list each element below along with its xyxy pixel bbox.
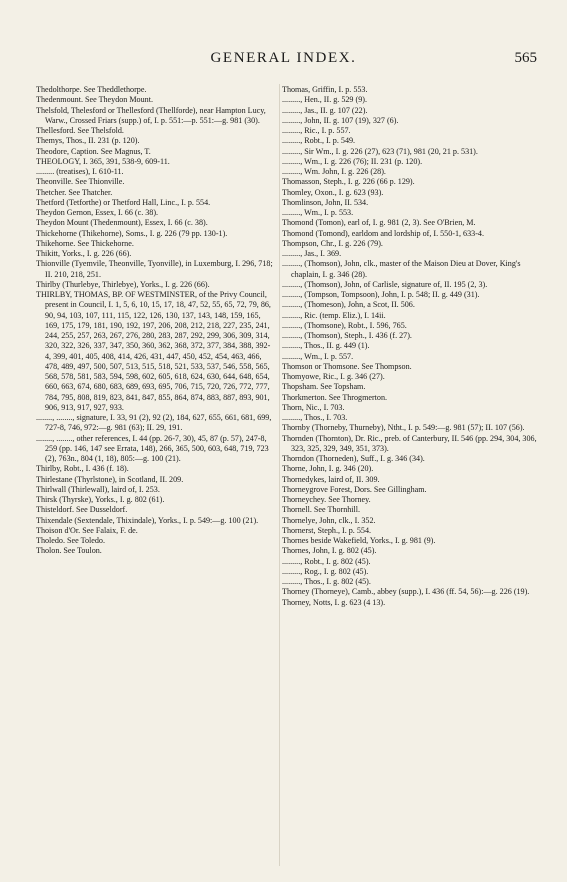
index-entry: ........, ........, signature, I. 33, 91 (2), 92 (2), 184, 627, 655, 661, 681, 699, 727-8, 746, 972:—g. 981 (63); II. 29, 191.	[36, 413, 272, 433]
index-entry: Thetford (Tetforthe) or Thetford Hall, Linc., I. p. 554.	[36, 197, 211, 207]
index-entry: Thikehorne. See Thickehorne.	[36, 238, 134, 248]
index-entry: Thetcher. See Thatcher.	[36, 187, 113, 197]
index-entry: ........., (Thomson), Steph., I. 436 (f. 27).	[282, 331, 412, 340]
index-entry: Thomond (Tomond), earldom and lordship of, I. 550-1, 633-4.	[282, 228, 484, 238]
index-entry: Theodore, Caption. See Magnus, T.	[36, 146, 151, 156]
index-entry: Thorney, Notts, I. g. 623 (4 13).	[282, 597, 386, 607]
index-entry: Thisteldorf. See Dusseldorf.	[36, 505, 128, 515]
index-entry: Thornes, John, I. g. 802 (45).	[282, 546, 377, 556]
index-entry: Thomyowe, Ric., I. g. 346 (27).	[282, 372, 385, 381]
index-entry: Thomas, Griffin, I. p. 553.	[282, 85, 368, 94]
index-entry: Thopsham. See Topsham.	[282, 382, 366, 392]
index-entry: Thoison d'Or. See Falaix, F. de.	[36, 525, 138, 535]
page-header	[0, 50, 567, 70]
index-entry: Thixendale (Sextendale, Thixindale), Yorks., I. p. 549:—g. 100 (21).	[36, 515, 259, 525]
index-entry: Thornerst, Steph., I. p. 554.	[282, 525, 372, 535]
index-entry: ........., (Tompson, Tompsoon), John, I. p. 548; II. g. 449 (31).	[282, 290, 480, 299]
index-entry: Thirlestane (Thyrlstone), in Scotland, II. 209.	[36, 474, 184, 484]
index-entry: ......... (treatises), I. 610-11.	[36, 167, 124, 176]
index-entry: Thorney (Thorneye), Camb., abbey (supp.), I. 436 (ff. 54, 56):—g. 226 (19).	[282, 587, 530, 597]
index-entry: ........., Sir Wm., I. g. 226 (27), 623 (71), 981 (20, 21 p. 531).	[282, 146, 478, 156]
index-entry: Thelsfold, Thelesford or Thellesford (Thellforde), near Hampton Lucy, Warw., Crossed Friars (supp.) of, I. p. 551:—p. 551:—g. 981 (30).	[36, 105, 266, 125]
index-entry: ........., (Thomsone), Robt., I. 596, 765.	[282, 320, 407, 330]
index-entry: Thorneychey. See Thorney.	[282, 495, 371, 504]
index-entry: ........., Thos., I. 703.	[282, 413, 348, 422]
page-number: 565	[514, 50, 537, 66]
index-entry: ........., Ric. (temp. Eliz.), I. 14ii.	[282, 310, 386, 320]
index-entry: Thedenmount. See Theydon Mount.	[36, 95, 153, 105]
index-entry: ........, ........, other references, I. 44 (pp. 26-7, 30), 45, 87 (p. 57), 247-8, 259 (pp. 146, 147 see Errata, 148), 266, 365, 500, 603, 648, 719, 723 (2), 763n., 804 (1, 18), 805:—g. 100 (21).	[36, 433, 269, 463]
column-divider	[279, 84, 280, 866]
index-entry: Thellesford. See Thelsfold.	[36, 126, 124, 135]
index-entry: ........., Wm. John, I. g. 226 (28).	[282, 167, 386, 176]
index-entry: Thedolthorpe. See Theddlethorpe.	[36, 85, 147, 94]
index-entry: ........., Jas., I. 369.	[282, 249, 342, 258]
index-entry: Thornelye, John, clk., I. 352.	[282, 515, 376, 525]
index-entry: Thorkmerton. See Throgmerton.	[282, 392, 388, 402]
index-entry: Tholedo. See Toledo.	[36, 536, 105, 545]
index-entry: Thorne, John, I. g. 346 (20).	[282, 464, 374, 474]
index-entry: Thionville (Tyemvile, Theonville, Tyonville), in Luxemburg, I. 296, 718; II. 210, 218, 251.	[36, 259, 273, 279]
index-entry: THEOLOGY, I. 365, 391, 538-9, 609-11.	[36, 156, 170, 166]
index-entry: ........., (Thomson), John, clk., master of the Maison Dieu at Dover, King's chaplain, I. g. 346 (28).	[282, 259, 521, 279]
index-entry: ........., Thos., I. g. 802 (45).	[282, 577, 371, 586]
index-entry: Theydon Gernon, Essex, I. 66 (c. 38).	[36, 208, 159, 217]
index-entry: Thomson or Thomsone. See Thompson.	[282, 361, 412, 371]
index-entry: Thornes beside Wakefield, Yorks., I. g. 981 (9).	[282, 536, 436, 545]
index-entry: Thomlinson, John, II. 534.	[282, 197, 369, 207]
index-entry: THIRLBY, THOMAS, BP. OF WESTMINSTER, of the Privy Council, present in Council, I. 1, 5, 6, 10, 15, 17, 18, 47, 52, 55, 65, 72, 79, 86, 90, 94, 103, 107, 111, 115, 122, 126, 130, 137, 143, 148, 159, 165, 169, 175, 179, 181, 190, 192, 197, 206, 208, 212, 218, 227, 235, 241, 244, 255, 257, 263, 267, 276, 280, 283, 287, 292, 299, 306, 309, 314, 320, 322, 326, 337, 347, 350, 360, 362, 368, 372, 377, 384, 388, 392-4, 399, 401, 405, 408, 414, 426, 431, 447, 450, 452, 454, 463, 466, 478, 489, 497, 500, 507, 513, 515, 518, 521, 533, 537, 546, 558, 565, 568, 578, 581, 583, 594, 598, 602, 605, 618, 624, 630, 644, 648, 654, 660, 663, 674, 680, 683, 689, 693, 695, 706, 715, 720, 726, 772, 777, 784, 795, 808, 819, 823, 841, 847, 855, 864, 874, 883, 887, 893, 901, 906, 913, 917, 927, 933.	[36, 290, 271, 412]
index-entry: Themys, Thos., II. 231 (p. 120).	[36, 136, 140, 146]
index-entry: Thornell. See Thornhill.	[282, 505, 361, 515]
index-entry: Thornby (Thorneby, Thurneby), Ntht., I. p. 549:—g. 981 (57); II. 107 (56).	[282, 423, 525, 433]
page-title: GENERAL INDEX.	[210, 50, 357, 66]
index-entry: Thornedykes, laird of, II. 309.	[282, 474, 380, 484]
index-column-left	[36, 85, 274, 557]
index-entry: Thickehorne (Thikehorne), Soms., I. g. 226 (79 pp. 130-1).	[36, 228, 228, 238]
index-entry: Thirlby (Thurlebye, Thirlebye), Yorks., I. g. 226 (66).	[36, 279, 210, 289]
index-entry: Thorneygrove Forest, Dors. See Gillingham.	[282, 484, 427, 494]
index-column-right	[282, 85, 544, 608]
index-entry: Thompson, Chr., I. g. 226 (79).	[282, 238, 383, 248]
index-entry: ........., Robt., I. g. 802 (45).	[282, 556, 371, 566]
index-entry: Thornden (Thornton), Dr. Ric., preb. of Canterbury, II. 546 (pp. 294, 304, 306, 323, 325, 329, 349, 351, 373).	[282, 433, 537, 453]
index-entry: Thirlwall (Thirlewall), laird of, I. 253.	[36, 484, 160, 494]
index-entry: ........., John, II. g. 107 (19), 327 (6).	[282, 115, 399, 125]
index-entry: Theonville. See Thionville.	[36, 177, 125, 187]
index-entry: Theydon Mount (Thedenmount), Essex, I. 66 (c. 38).	[36, 218, 208, 228]
index-entry: ........., Jas., II. g. 107 (22).	[282, 105, 368, 115]
index-entry: Thorn, Nic., I. 703.	[282, 402, 345, 412]
index-entry: ........., Robt., I. p. 549.	[282, 136, 356, 146]
index-entry: Thikitt, Yorks., I. g. 226 (66).	[36, 249, 132, 258]
index-entry: ........., (Thomson), John, of Carlisle, signature of, II. 195 (2, 3).	[282, 279, 488, 289]
index-entry: Thorndon (Thorneden), Suff., I. g. 346 (34).	[282, 454, 425, 463]
index-entry: Thomasson, Steph., I. g. 226 (66 p. 129).	[282, 177, 415, 187]
index-entry: ........., (Thomeson), John, a Scot, II. 506.	[282, 300, 415, 310]
index-entry: Thirlby, Robt., I. 436 (f. 18).	[36, 464, 129, 474]
index-entry: Thomley, Oxon., I. g. 623 (93).	[282, 187, 384, 197]
index-entry: ........., Hen., II. g. 529 (9).	[282, 95, 367, 105]
index-entry: Thirsk (Thyrske), Yorks., I. g. 802 (61).	[36, 495, 165, 504]
index-entry: Tholon. See Toulon.	[36, 546, 102, 556]
index-entry: ........., Rog., I. g. 802 (45).	[282, 566, 369, 576]
index-entry: ........., Wm., I. p. 553.	[282, 208, 354, 217]
index-entry: ........., Thos., II. g. 449 (1).	[282, 341, 370, 351]
index-entry: ........., Ric., I. p. 557.	[282, 126, 351, 135]
index-entry: ........., Wm., I. g. 226 (76); II. 231 (p. 120).	[282, 156, 423, 166]
index-entry: Thomond (Tomon), earl of, I. g. 981 (2, 3). See O'Brien, M.	[282, 218, 476, 228]
index-entry: ........., Wm., I. p. 557.	[282, 351, 354, 361]
